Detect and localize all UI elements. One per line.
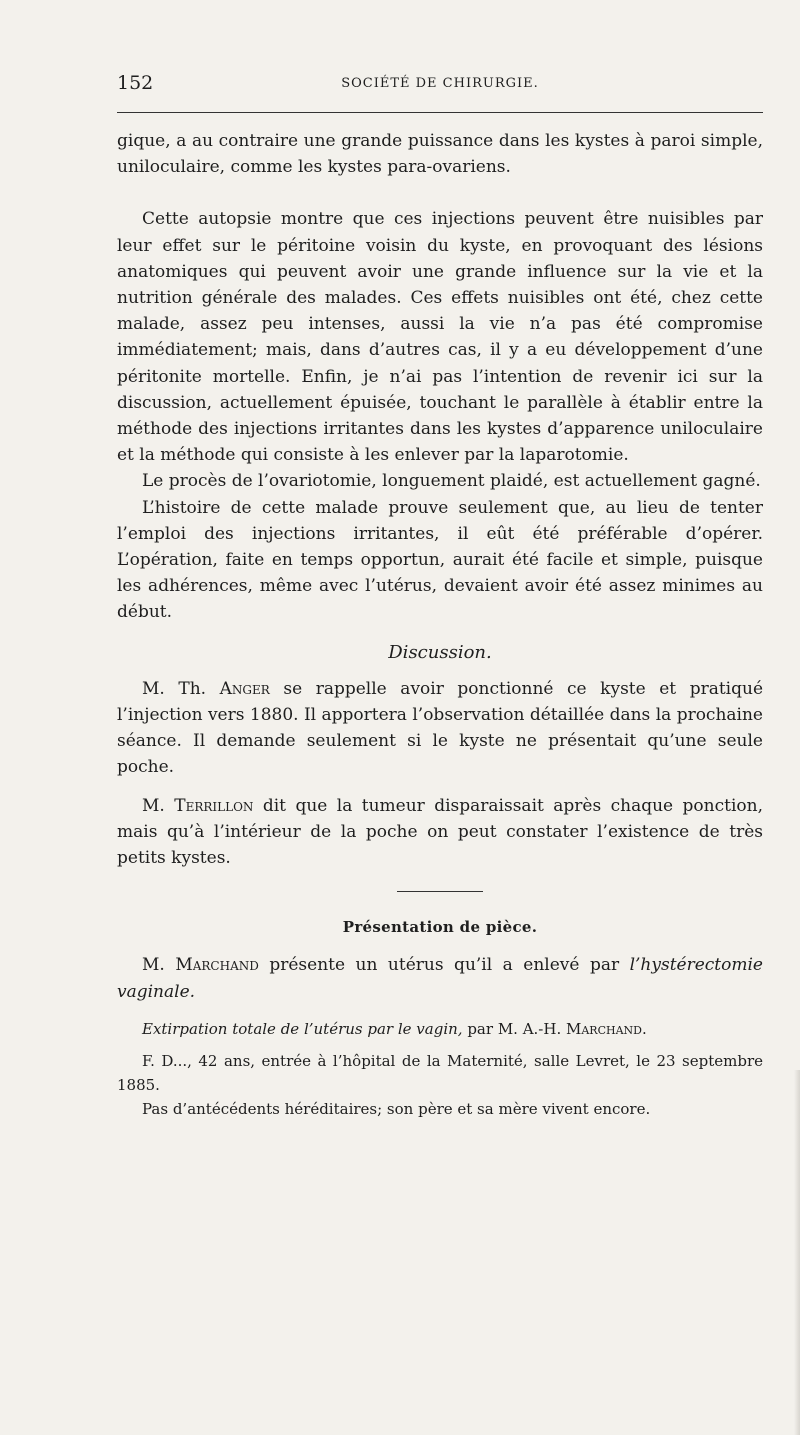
terrillon-prefix: M. [142, 795, 175, 816]
extirpation-title-line [117, 1017, 763, 1041]
anger-name: Anger [219, 678, 270, 699]
presentation-heading: Présentation de pièce. [342, 918, 538, 937]
paragraph-anger [117, 676, 763, 781]
case-report [117, 1017, 763, 1121]
running-title: SOCIÉTÉ DE CHIRURGIE. [341, 76, 539, 91]
page-edge-shadow [794, 1070, 800, 1435]
paragraph-terrillon [117, 793, 763, 872]
terrillon-name: Terrillon [174, 795, 254, 816]
marchand-name: Marchand [175, 955, 259, 976]
page-number: 152 [117, 72, 154, 94]
extirpation-by: par M. A.-H. [462, 1019, 566, 1038]
case-line: F. D..., 42 ans, entrée à l’hôpital de la Maternité, salle Levret, le 23 septembre 1885. [117, 1051, 763, 1094]
paragraph-ovariotomy: Le procès de l’ovariotomie, longuement plaidé, est actuellement gagné. [142, 471, 761, 492]
section-separator [397, 891, 483, 892]
anger-text: se rappelle avoir ponctionné ce kyste et pratiqué l’injection vers 1880. Il apportera l’observation détaillée dans la prochaine séance. Il demande seulement si le kyste ne présentait qu’une seule poche. [117, 678, 764, 778]
header-rule [117, 112, 763, 113]
page-body [117, 128, 763, 1121]
marchand-italic: l’hystérectomie vaginale. [117, 955, 763, 1002]
extirpation-title: Extirpation totale de l’utérus par le vagin, [142, 1019, 463, 1038]
discussion-heading: Discussion. [388, 641, 492, 663]
paragraph-history: L’histoire de cette malade prouve seulement que, au lieu de tenter l’emploi des injections irritantes, il eût été préférable d’opérer. L’opération, faite en temps opportun, aurait été facile et simple, puisque les adhérences, même avec l’utérus, devaient avoir été assez minimes au début. [117, 497, 763, 623]
marchand-prefix: M. [142, 955, 176, 976]
extirpation-author: Marchand. [566, 1019, 647, 1038]
anger-prefix: M. Th. [142, 678, 220, 699]
paragraph-marchand [117, 952, 763, 1004]
marchand-text: présente un utérus qu’il a enlevé par [258, 955, 630, 976]
paragraph-autopsy: Cette autopsie montre que ces injections peuvent être nuisibles par leur effet sur le péritoine voisin du kyste, en provoquant des lésions anatomiques qui peuvent avoir une grande influence sur la vie et la nutrition générale des malades. Ces effets nuisibles ont été, chez cette malade, assez peu intenses, aussi la vie n’a pas été compromise immédiatement; mais, dans d’autres cas, il y a eu développement d’une péritonite mortelle. Enfin, je n’ai pas l’intention de revenir ici sur la discussion, actuellement épuisée, touchant le parallèle à établir entre la méthode des injections irritantes dans les kystes d’apparence uniloculaire et la méthode qui consiste à les enlever par la laparotomie. [117, 209, 763, 466]
page-header [117, 72, 763, 98]
antecedents-line: Pas d’antécédents héréditaires; son père et sa mère vivent encore. [142, 1099, 651, 1118]
paragraph-continuation: gique, a au contraire une grande puissance dans les kystes à paroi simple, uniloculaire, comme les kystes para-ovariens. [117, 131, 763, 178]
terrillon-text: dit que la tumeur disparaissait après chaque ponction, mais qu’à l’intérieur de la poche on peut constater l’existence de très petits kystes. [117, 795, 763, 869]
